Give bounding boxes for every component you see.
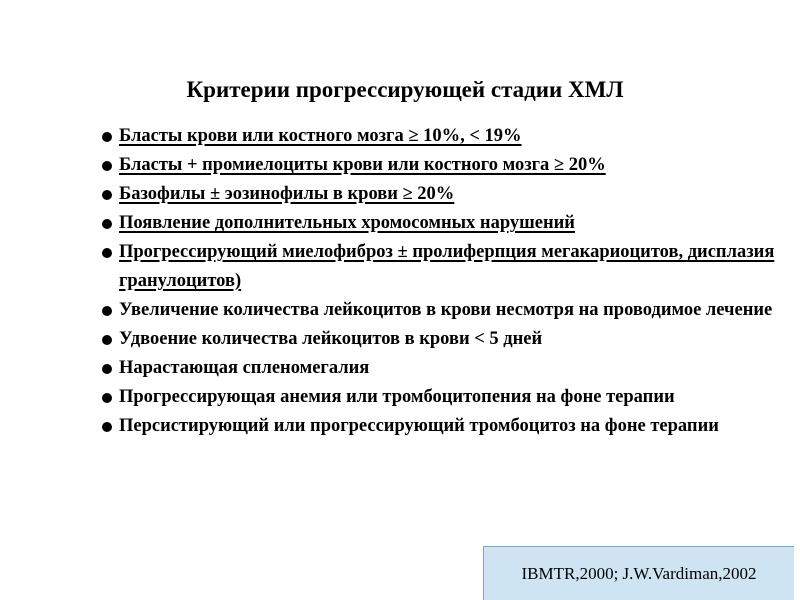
slide-title: Критерии прогрессирующей стадии ХМЛ [186, 77, 624, 103]
criteria-item-text: Персистирующий или прогрессирующий тромбоцитоз на фоне терапии [119, 416, 719, 436]
bullet-icon [102, 393, 112, 403]
criteria-item-text: Появление дополнительных хромосомных нарушений [119, 213, 575, 233]
criteria-item-text: Удвоение количества лейкоцитов в крови < 5 дней [119, 329, 543, 349]
criteria-item-text: Бласты крови или костного мозга ≥ 10%, < 19% [119, 126, 522, 146]
bullet-icon [102, 161, 112, 171]
criteria-item-text: Прогрессирующий миелофиброз ± пролиферпция мегакариоцитов, дисплазия гранулоцитов) [119, 242, 775, 291]
criteria-item [102, 180, 782, 209]
bullet-icon [102, 248, 112, 258]
bullet-icon [102, 190, 112, 200]
citation-text: IBMTR,2000; J.W.Vardiman,2002 [521, 563, 757, 583]
criteria-item [102, 238, 782, 296]
criteria-item-text: Прогрессирующая анемия или тромбоцитопения на фоне терапии [119, 387, 675, 407]
criteria-item [102, 296, 782, 325]
criteria-item [102, 383, 782, 412]
criteria-item-text: Базофилы ± эозинофилы в крови ≥ 20% [119, 184, 455, 204]
bullet-icon [102, 422, 112, 432]
bullet-icon [102, 132, 112, 142]
criteria-item [102, 151, 782, 180]
criteria-item [102, 325, 782, 354]
bullet-icon [102, 306, 112, 316]
criteria-item-text: Увеличение количества лейкоцитов в крови несмотря на проводимое лечение [119, 300, 773, 320]
criteria-list [102, 122, 782, 441]
bullet-icon [102, 219, 112, 229]
criteria-item [102, 354, 782, 383]
criteria-item-text: Нарастающая спленомегалия [119, 358, 370, 378]
bullet-icon [102, 364, 112, 374]
criteria-item-text: Бласты + промиелоциты крови или костного мозга ≥ 20% [119, 155, 606, 175]
bullet-icon [102, 335, 112, 345]
criteria-item [102, 412, 782, 441]
citation-box [483, 546, 794, 600]
criteria-item [102, 209, 782, 238]
criteria-item [102, 122, 782, 151]
